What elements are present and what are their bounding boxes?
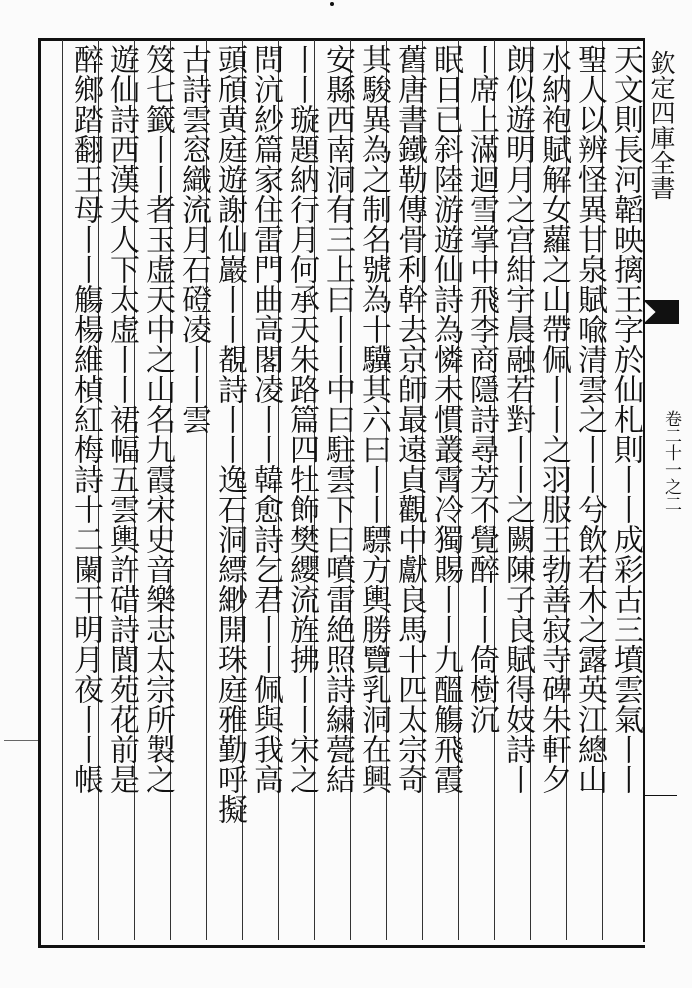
volume-label: 卷二十一之二 [661,410,681,512]
text-column-14: 笈七籤丨丨者玉虚天中之山名九霞宋史音樂志太宗所製之 [140,44,175,794]
ink-speck [330,2,334,6]
column-rule [62,40,63,940]
book-title: 欽定四庫全書 [647,50,676,200]
text-column-3: 水納袍賦解女蘿之山帶佩丨丨之羽服王勃善寂寺碑朱軒夕 [536,44,571,794]
binding-mark [4,740,38,741]
text-column-10: 丨丨璇題納行月何承天朱路篇四牡飾樊纓流旌拂丨丨宋之 [284,44,319,794]
text-column-9: 安縣西南洞有三上曰丨丨中曰駐雲下曰噴雷絶照詩繍甍結 [320,44,355,794]
text-column-13: 古詩雲窓織流月石磴凌丨丨雲 [176,44,211,434]
text-column-15: 遊仙詩西漢夫人下太虚丨丨裙幅五雲輿許碏詩閬苑花前是 [104,44,139,794]
margin-rule [645,795,677,796]
text-column-5: 丨席上滿迴雪掌中飛李商隱詩尋芳不覺醉丨丨倚樹沉 [464,44,499,734]
text-column-4: 朗似遊明月之宫紺宇晨融若對丨丨之闕陳子良賦得妓詩丨 [500,44,535,794]
text-column-1: 天文則長河韜映摛王字於仙札則丨丨成彩古三墳雲氣丨丨 [608,44,643,794]
text-column-16: 醉鄉踏翻王母丨丨觴楊維楨紅梅詩十二闌干明月夜丨丨帳 [68,44,103,794]
text-column-7: 舊唐書鐵勒傳骨利幹去京師最遠貞觀中獻良馬十匹太宗奇 [392,44,427,794]
text-column-12: 頭頎黄庭遊謝仙巖丨丨覩詩丨丨逸石洞縹緲開珠庭雅勤呼擬 [212,44,247,824]
text-column-2: 聖人以辨怪異甘泉賦喩清雲之丨丨兮飲若木之露英江總山 [572,44,607,794]
text-column-8: 其駿異為之制名號為十驥其六曰丨丨驃方輿勝覽乳洞在興 [356,44,391,794]
text-column-11: 問沆紗篇家住雷門曲高閣凌丨丨韓愈詩乞君丨丨佩與我高 [248,44,283,794]
text-column-6: 眠日已斜陸游遊仙詩為憐未慣叢霄冷獨賜丨丨九醞觴飛霞 [428,44,463,794]
